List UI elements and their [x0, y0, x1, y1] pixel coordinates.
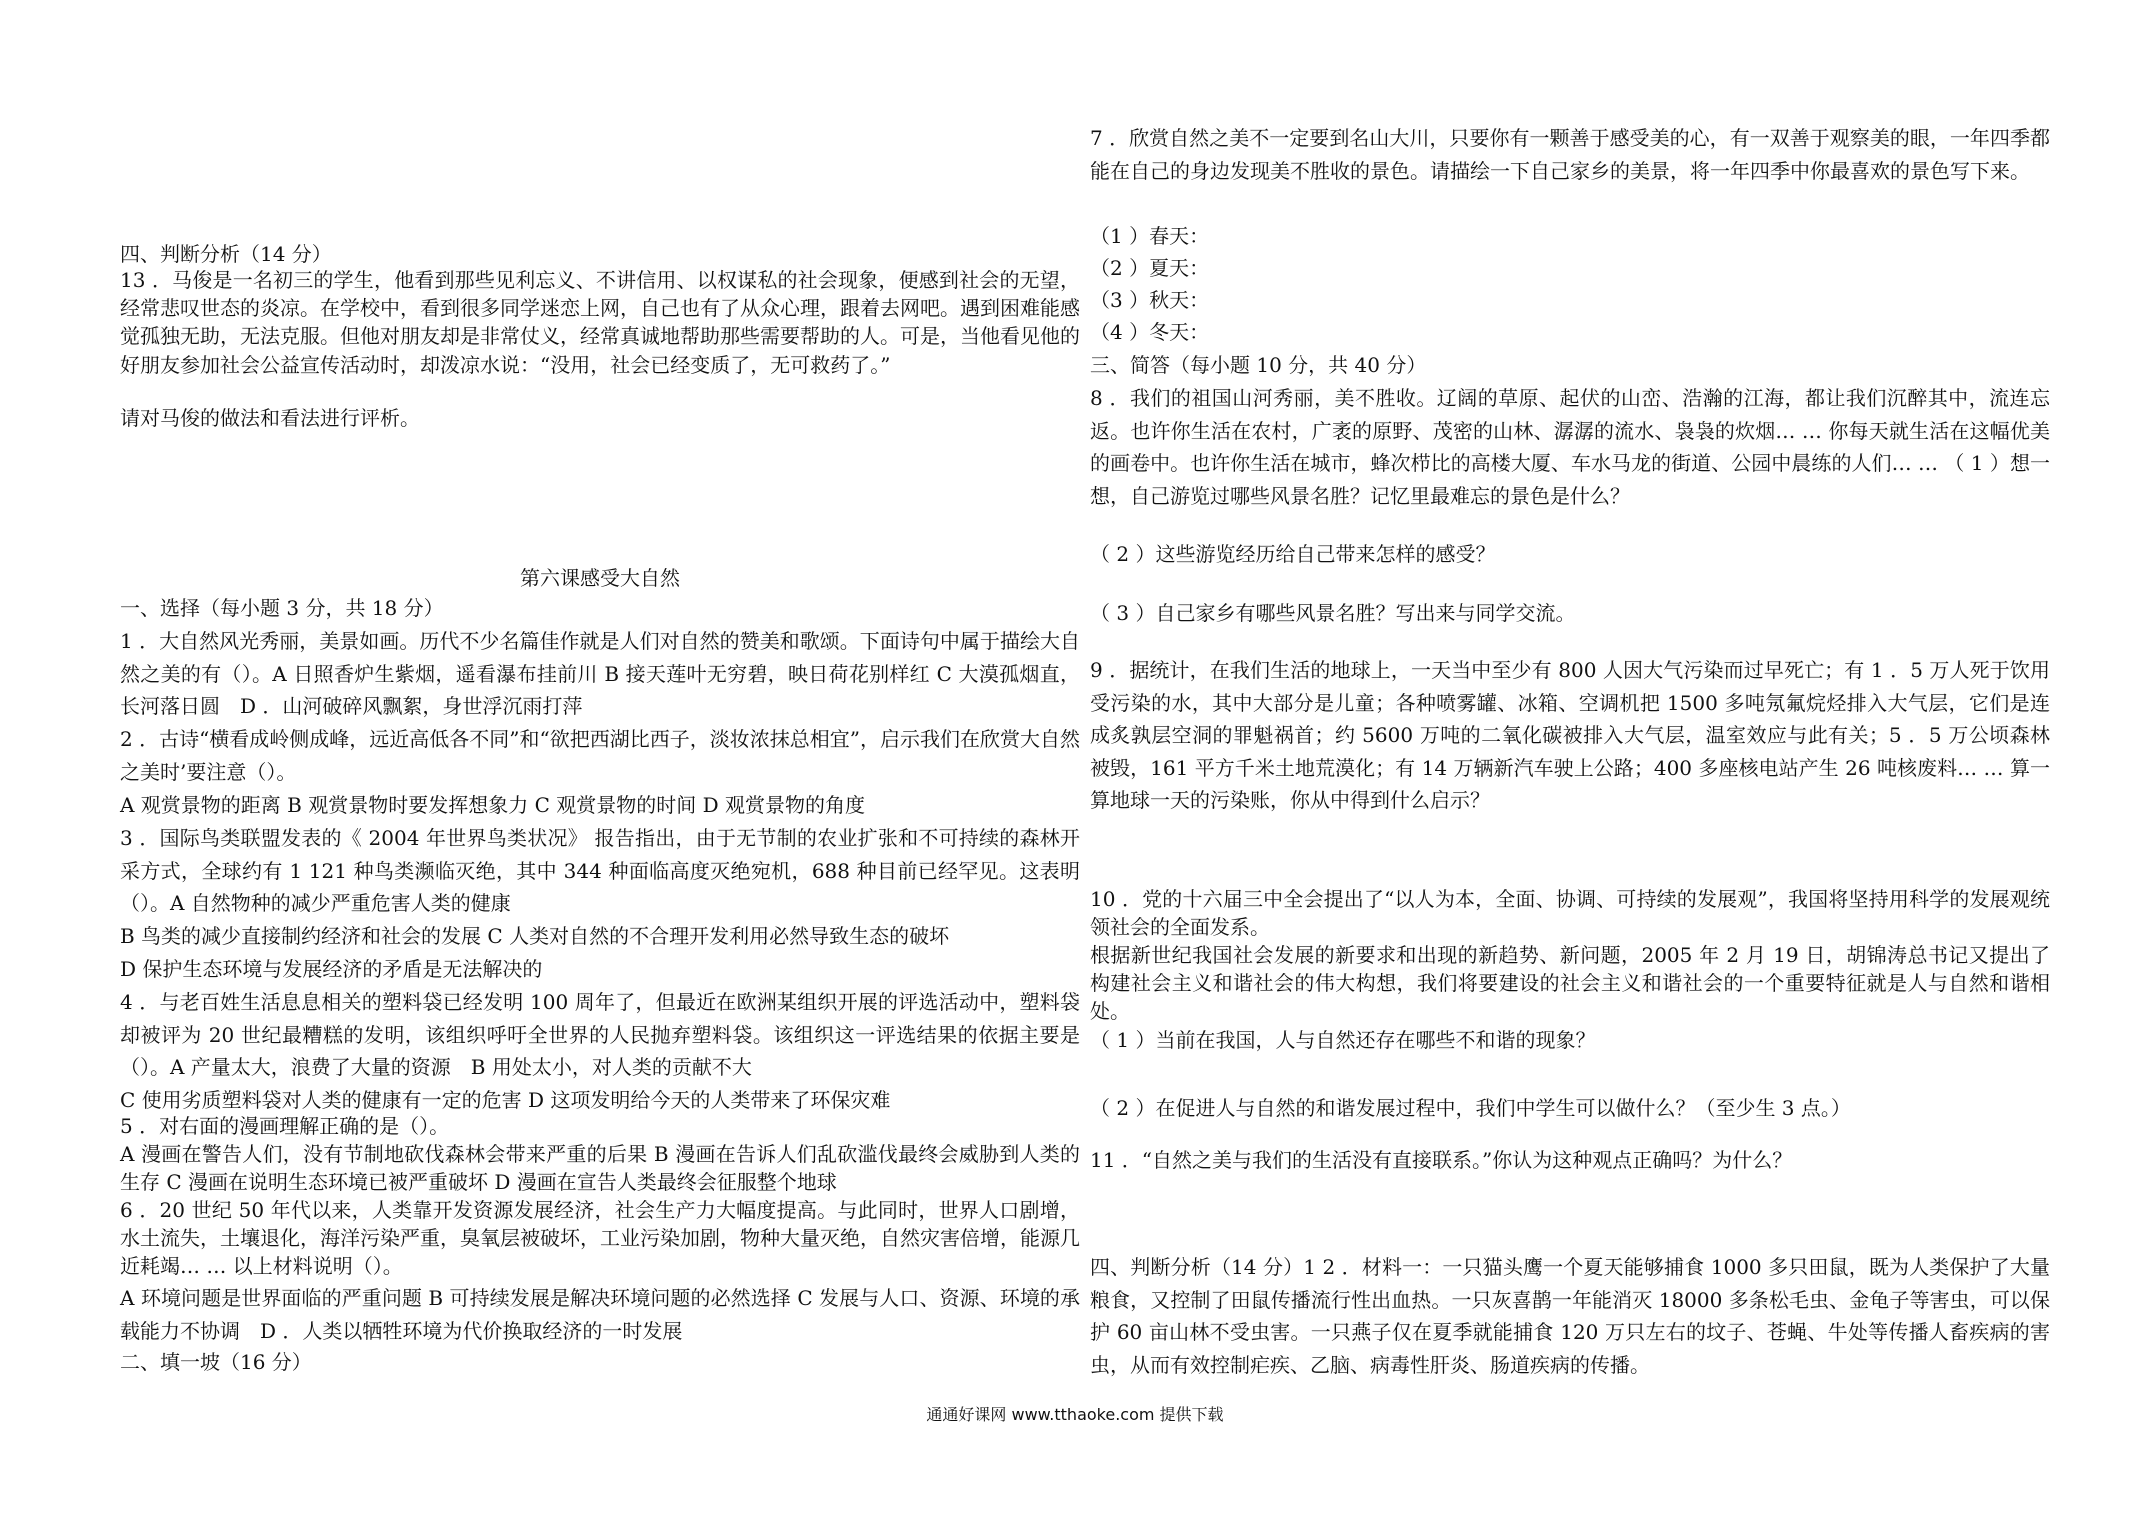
question-5-options: A 漫画在警告人们，没有节制地砍伐森林会带来严重的后果 B 漫画在告诉人们乱砍滥伐最终会威胁到人类的生存 C 漫画在说明生态环境已被严重破坏 D 漫画在宣告人类最终会征服整个地球 — [120, 1142, 1080, 1195]
question-8-part-2: （ 2 ）这些游览经历给自己带来怎样的感受？ — [1090, 542, 1496, 566]
question-7-autumn: （3 ）秋天： — [1090, 288, 1210, 312]
question-8: 8 ．我们的祖国山河秀丽，美不胜收。辽阔的草原、起伏的山峦、浩瀚的江海，都让我们沉醉其中，流连忘返。也许你生活在农村，广袤的原野、茂密的山林、潺潺的流水、袅袅的炊烟… … 你每天就生活在这幅优美的画卷中。也许你生活在城市，蜂次栉比的高楼大厦、车水马龙的街道、公园中晨练的人们… … （ 1 ）想一想，自己游览过哪些风景名胜？记忆里最难忘的景色是什么？ — [1090, 386, 2050, 508]
question-7-spring: （1 ）春天： — [1090, 224, 1210, 248]
section-2-title: 二、填一坡（16 分） — [120, 1350, 312, 1374]
question-1: 1 ．大自然风光秀丽，美景如画。历代不少名篇佳作就是人们对自然的赞美和歌颂。下面诗句中属于描绘大自然之美的有（）。A 日照香炉生紫烟，遥看瀑布挂前川 B 接天莲叶无穷碧，映日荷花别样红 C 大漠孤烟直，长河落日圆 D ．山河破碎风飘絮，身世浮沉雨打萍 — [120, 629, 1080, 719]
question-10-part-2: （ 2 ）在促进人与自然的和谐发展过程中，我们中学生可以做什么？（至少生 3 点。） — [1090, 1096, 1851, 1120]
question-4: 4 ．与老百姓生活息息相关的塑料袋已经发明 100 周年了，但最近在欧洲某组织开展的评选活动中，塑料袋却被评为 20 世纪最糟糕的发明，该组织呼吁全世界的人民抛弃塑料袋。该组织这一评选结果的依据主要是（）。A 产量太大，浪费了大量的资源 B 用处太小，对人类的贡献不大 — [120, 990, 1080, 1080]
lesson-title: 第六课感受大自然 — [520, 566, 680, 590]
question-7-winter: （4 ）冬天： — [1090, 320, 1210, 344]
section-1-title: 一、选择（每小题 3 分，共 18 分） — [120, 596, 444, 620]
section-3-title: 三、简答（每小题 10 分，共 40 分） — [1090, 353, 1427, 377]
question-10: 10 ．党的十六届三中全会提出了“以人为本，全面、协调、可持续的发展观”，我国将坚持用科学的发展观统领社会的全面发系。 — [1090, 887, 2050, 940]
question-2-options: A 观赏景物的距离 B 观赏景物时要发挥想象力 C 观赏景物的时间 D 观赏景物的角度 — [120, 793, 865, 817]
question-11: 11 ．“自然之美与我们的生活没有直接联系。”你认为这种观点正确吗？为什么？ — [1090, 1148, 1793, 1172]
question-13-prompt: 请对马俊的做法和看法进行评析。 — [120, 406, 420, 430]
question-10-part-1: （ 1 ）当前在我国，人与自然还存在哪些不和谐的现象？ — [1090, 1028, 1596, 1052]
footer-credit: 通通好课网 www.tthaoke.com 提供下载 — [926, 1405, 1224, 1424]
question-7-summer: （2 ）夏天： — [1090, 256, 1210, 280]
question-7: 7 ．欣赏自然之美不一定要到名山大川，只要你有一颗善于感受美的心，有一双善于观察美的眼，一年四季都能在自己的身边发现美不胜收的景色。请描绘一下自己家乡的美景，将一年四季中你最喜欢的景色写下来。 — [1090, 126, 2050, 183]
question-9: 9 ．据统计，在我们生活的地球上，一天当中至少有 800 人因大气污染而过早死亡；有 1 ．5 万人死于饮用受污染的水，其中大部分是儿童；各种喷雾罐、冰箱、空调机把 1500 多吨氖氟烷烃排入大气层，它们是连成炙孰层空洞的罪魁祸首；约 5600 万吨的二氧化碳被排入大气层，温室效应与此有关；5 ．5 万公顷森林被毁，161 平方千米土地荒漠化；有 14 万辆新汽车驶上公路；400 多座核电站产生 26 吨核废料… … 算一算地球一天的污染账，你从中得到什么启示？ — [1090, 658, 2050, 813]
question-4-option-c: C 使用劣质塑料袋对人类的健康有一定的危害 D 这项发明给今天的人类带来了环保灾难 — [120, 1088, 891, 1112]
question-6: 6 ．20 世纪 50 年代以来，人类靠开发资源发展经济，社会生产力大幅度提高。与此同时，世界人口剧增，水土流失，土壤退化，海洋污染严重，臭氧层被破坏，工业污染加剧，物种大量灭绝，自然灾害倍增，能源几近耗竭… … 以上材料说明（）。 — [120, 1198, 1080, 1279]
question-10-context: 根据新世纪我国社会发展的新要求和出现的新趋势、新问题，2005 年 2 月 19 日，胡锦涛总书记又提出了构建社会主义和谐社会的伟大构想，我们将要建设的社会主义和谐社会的一个重要特征就是人与自然和谐相处。 — [1090, 943, 2050, 1024]
question-3-option-b: B 鸟类的减少直接制约经济和社会的发展 C 人类对自然的不合理开发利用必然导致生态的破坏 — [120, 924, 950, 948]
question-3: 3 ．国际鸟类联盟发表的《 2004 年世界鸟类状况》 报告指出，由于无节制的农业扩张和不可持续的森林开采方式，全球约有 1 121 种鸟类濒临灭绝，其中 344 种面临高度灭绝宛机，688 种目前已经罕见。这表明（）。A 自然物种的减少严重危害人类的健康 — [120, 826, 1080, 916]
question-13: 13 ．马俊是一名初三的学生，他看到那些见利忘义、不讲信用、以权谋私的社会现象，便感到社会的无望，经常悲叹世态的炎凉。在学校中，看到很多同学迷恋上网，自己也有了从众心理，跟着去网吧。遇到困难能感觉孤独无助，无法克服。但他对朋友却是非常仗义，经常真诚地帮助那些需要帮助的人。可是，当他看见他的好朋友参加社会公益宣传活动时，却泼凉水说：“没用，社会已经变质了，无可救药了。” — [120, 268, 1080, 377]
question-8-part-3: （ 3 ）自己家乡有哪些风景名胜？写出来与同学交流。 — [1090, 601, 1576, 625]
question-3-option-d: D 保护生态环境与发展经济的矛盾是无法解决的 — [120, 957, 543, 981]
section-4-title: 四、判断分析（14 分） — [120, 242, 332, 266]
question-6-options: A 环境问题是世界面临的严重问题 B 可持续发展是解决环境问题的必然选择 C 发展与人口、资源、环境的承载能力不协调 D ．人类以牺牲环境为代价换取经济的一时发展 — [120, 1286, 1080, 1343]
question-2: 2 ．古诗“横看成岭侧成峰，远近高低各不同”和“欲把西湖比西子，淡妆浓抹总相宜”，启示我们在欣赏大自然之美时’要注意（）。 — [120, 727, 1080, 784]
question-12: 四、判断分析（14 分）1 2 ．材料一：一只猫头鹰一个夏天能够捕食 1000 多只田鼠，既为人类保护了大量粮食，又控制了田鼠传播流行性出血热。一只灰喜鹊一年能消灭 18000 多条松毛虫、金龟子等害虫，可以保护 60 亩山林不受虫害。一只燕子仅在夏季就能捕食 120 万只左右的坟子、苍蝇、牛处等传播人畜疾病的害虫，从而有效控制疟疾、乙脑、病毒性肝炎、肠道疾病的传播。 — [1090, 1255, 2050, 1377]
question-5: 5 ．对右面的漫画理解正确的是（）。 — [120, 1114, 450, 1138]
